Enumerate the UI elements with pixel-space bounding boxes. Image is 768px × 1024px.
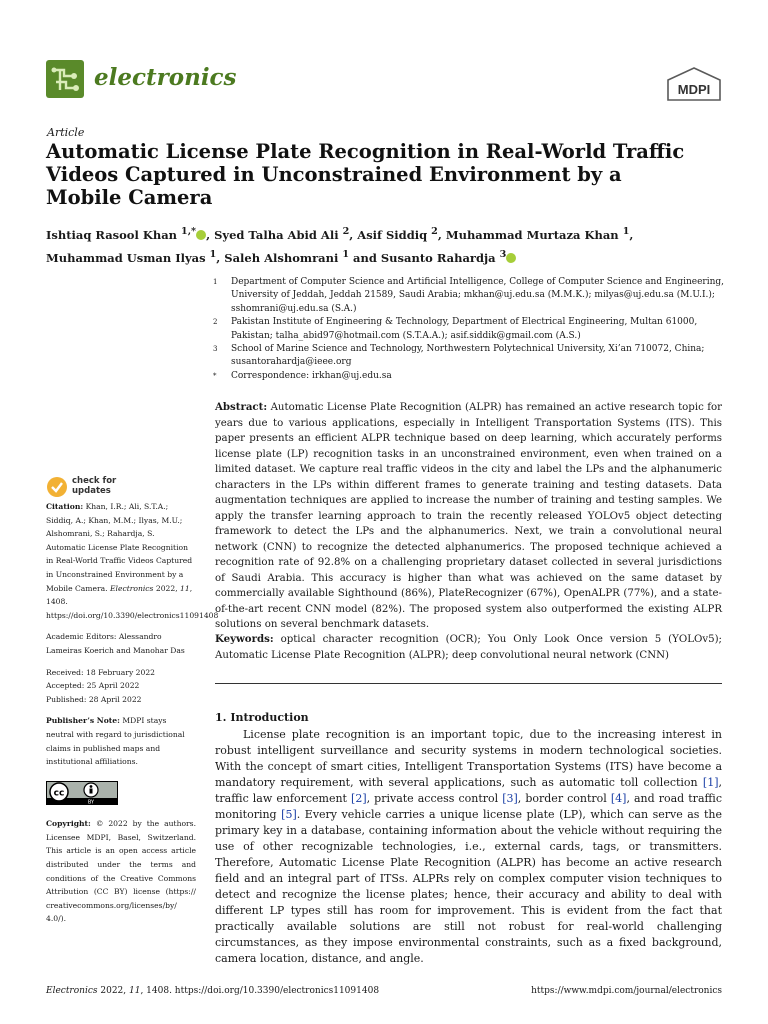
journal-logo-icon <box>46 60 84 98</box>
author-separator: , <box>216 250 225 265</box>
mdpi-logo-icon <box>666 66 722 102</box>
author-separator: , <box>349 227 358 242</box>
author-line-1 <box>46 222 686 245</box>
author-affiliation-mark: 1 <box>209 248 217 260</box>
footer-journal: Electronics <box>46 986 98 996</box>
affiliation-mark: 1 <box>213 278 218 286</box>
intro-text: License plate recognition is an important topic, due to the increasing interest in robust intelligent surveillance and security systems in modern technological societies. With the concept of smart cities, Intelligent Transportation Systems (ITS) have become a mandatory requirement, with several applications, such as automatic toll collection <box>215 728 722 789</box>
citation-text: Khan, I.R.; Ali, S.T.A.; Siddiq, A.; Khan, M.M.; Ilyas, M.U.; Alshomrani, S.; Rahardja, S. Automatic License Plate Recognition in Real-World Traffic Videos Captured in Unconstrained Environment by a Mobile Camera. <box>46 502 193 593</box>
publisher-label: MDPI <box>677 82 711 97</box>
author-affiliation-mark: 1 <box>622 226 630 237</box>
left-sidebar <box>46 500 219 934</box>
affiliation-item <box>213 343 733 370</box>
citation-doi[interactable]: , 1408. https://doi.org/10.3390/electronics11091408 <box>46 583 219 620</box>
academic-editors: Academic Editors: Alessandro Lameiras Koerich and Manohar Das <box>46 632 185 655</box>
author-separator: , <box>437 227 446 242</box>
footer-journal-url[interactable]: https://www.mdpi.com/journal/electronics <box>531 986 722 996</box>
copyright-block <box>46 817 196 926</box>
keywords-label: Keywords: <box>215 633 274 645</box>
author-name: Muhammad Usman Ilyas <box>46 250 206 265</box>
author-list <box>46 222 686 268</box>
author-name: Ishtiaq Rasool Khan <box>46 227 178 242</box>
footer-citation <box>46 986 379 996</box>
author-name: Asif Siddiq <box>357 227 428 242</box>
copyright-label: Copyright: <box>46 819 91 829</box>
author-affiliation-mark: 1,* <box>181 226 197 237</box>
abstract-text: Automatic License Plate Recognition (ALPR) has remained an active research topic for years due to various applications, especially in Intelligent Transportation Systems (ITS). This paper presents an efficient ALPR technique based on deep learning, which accurately performs license plate (LP) recognition tasks in an unconstrained environment, even when trained on a limited dataset. We capture real traffic videos in the city and label the LPs and the alphanumeric characters in the LPs within different frames to generate training and testing datasets. Data augmentation techniques are applied to increase the number of training and testing samples. We apply the transfer learning approach to train the recently released YOLOv5 object detecting framework to detect the LPs and the alphanumerics. Next, we train a convolutional neural network (CNN) to recognize the detected alphanumerics. The proposed technique achieved a recognition rate of 92.8% on a challenging proprietary dataset collected in several jurisdictions of Saudi Arabia. This accuracy is higher than what was achieved on the same dataset by commercially available Sighthound (86%), PlateRecognizer (67%), OpenALPR (77%), and a state-of-the-art recent CNN model (82%). The proposed system also outperformed the existing ALPR solutions on several benchmark datasets. <box>215 402 722 630</box>
accepted-date: Accepted: 25 April 2022 <box>46 681 140 691</box>
keywords-text: optical character recognition (OCR); You Only Look Once version 5 (YOLOv5); Automatic License Plate Recognition (ALPR); deep convolutional neural network (CNN) <box>215 634 722 661</box>
abstract <box>215 400 722 633</box>
footer-volume: 11 <box>129 986 141 996</box>
intro-text: , traffic law enforcement <box>215 776 722 805</box>
article-title: Automatic License Plate Recognition in Real-World Traffic Videos Captured in Unconstrained Environment by a Mobile Camera <box>46 140 685 209</box>
footer-doi[interactable]: , 1408. https://doi.org/10.3390/electronics11091408 <box>140 986 380 996</box>
author-name: Susanto Rahardja <box>380 250 496 265</box>
cc-badge-label: BY <box>87 799 95 805</box>
author-name: Saleh Alshomrani <box>224 250 339 265</box>
citation-link[interactable]: [2] <box>351 792 367 805</box>
affiliation-mark: 3 <box>213 345 218 354</box>
author-name: Syed Talha Abid Ali <box>214 227 339 242</box>
author-name: Muhammad Murtaza Khan <box>445 227 619 242</box>
affiliation-item <box>213 276 733 316</box>
citation-link[interactable]: [4] <box>610 792 627 805</box>
publishers-note-text: MDPI stays neutral with regard to jurisdictional claims in published maps and institutional affiliations. <box>46 716 185 767</box>
affiliation-text: School of Marine Science and Technology, Northwestern Polytechnical University, Xi’an 710072, China; susantorahardja@ieee.org <box>231 344 705 368</box>
section-heading-introduction: 1. Introduction <box>215 711 309 724</box>
affiliation-text: Pakistan Institute of Engineering & Technology, Department of Electrical Engineering, Multan 61000, Pakistan; talha_abid97@hotmail.com (S.T.A.A.); asif.siddik@gmail.com (A.S.) <box>231 317 698 341</box>
citation-link[interactable]: [3] <box>502 792 518 805</box>
received-date: Received: 18 February 2022 <box>46 667 155 677</box>
affiliation-item <box>213 370 733 383</box>
check-updates-icon <box>46 476 68 498</box>
copyright-text: © 2022 by the authors. Licensee MDPI, Basel, Switzerland. This article is an open access article distributed under the terms and conditions of the Creative Commons Attribution (CC BY) license (https:// creativecommons.org/licenses/by/ 4.0/). <box>46 819 196 924</box>
svg-text:cc: cc <box>53 788 65 799</box>
citation-link[interactable]: [1] <box>702 776 719 789</box>
affiliation-mark: 2 <box>213 318 218 327</box>
author-separator: , <box>629 227 634 242</box>
abstract-label: Abstract: <box>215 401 268 413</box>
footer-year: 2022, <box>97 986 129 996</box>
intro-text: , and road traffic monitoring <box>215 792 722 821</box>
intro-text: , private access control <box>366 792 503 805</box>
citation-label: Citation: <box>46 502 84 511</box>
cc-by-license-icon[interactable] <box>46 781 118 805</box>
affiliation-text: Department of Computer Science and Artificial Intelligence, College of Computer Science and Engineering, University of Jeddah, Jeddah 21589, Saudi Arabia; mkhan@uj.edu.sa (M.M.K.); milyas@uj.edu.sa (M.U.I.); sshomrani@uj.edu.sa (S.A.) <box>231 277 725 314</box>
author-separator: , <box>206 227 215 242</box>
check-updates-line-2: updates <box>72 486 111 496</box>
check-for-updates-badge[interactable] <box>46 476 146 500</box>
intro-text: , border control <box>517 792 611 805</box>
author-affiliation-mark: 3 <box>499 248 507 260</box>
author-separator: and <box>349 250 381 265</box>
keywords <box>215 632 722 663</box>
introduction-paragraph <box>215 727 722 967</box>
article-type: Article <box>47 126 85 139</box>
orcid-icon[interactable] <box>196 230 206 240</box>
section-divider <box>215 683 722 684</box>
citation-year: 2022, <box>153 583 181 593</box>
orcid-icon[interactable] <box>506 253 516 263</box>
publishers-note-label: Publisher’s Note: <box>46 716 120 726</box>
journal-name: electronics <box>94 64 237 91</box>
publishers-note <box>46 714 196 768</box>
citation-block <box>46 500 219 622</box>
published-date: Published: 28 April 2022 <box>46 694 142 704</box>
intro-text: . Every vehicle carries a unique license plate (LP), which can serve as the primary key in a database, containing information about the vehicle without requiring the use of other recognizable technologies, i.e., external cards, tags, or transmitters. Therefore, Automatic License Plate Recognition (ALPR) has become an active research field and an integral part of ITSs. ALPRs rely on complex computer vision techniques to detect and recognize the license plates; hence, their accuracy and ability to deal with different LP types still has room for improvement. This is evident from the fact that practically available solutions are still not robust for real-world challenging circumstances, as they impose environmental constraints, such as a fixed background, camera location, distance, and angle. <box>215 808 722 965</box>
citation-link[interactable]: [5] <box>281 808 297 821</box>
author-affiliation-mark: 1 <box>342 248 349 260</box>
author-line-2 <box>46 245 686 268</box>
check-updates-text <box>72 476 116 496</box>
author-affiliation-mark: 2 <box>342 226 350 237</box>
citation-journal: Electronics <box>110 583 154 593</box>
affiliation-item <box>213 316 733 343</box>
check-updates-line-1: check for <box>72 476 117 486</box>
affiliation-text: Correspondence: irkhan@uj.edu.sa <box>231 370 392 381</box>
affiliation-mark: * <box>213 371 217 380</box>
author-affiliation-mark: 2 <box>431 226 438 237</box>
affiliations <box>213 276 733 383</box>
citation-volume: 11 <box>180 583 190 593</box>
